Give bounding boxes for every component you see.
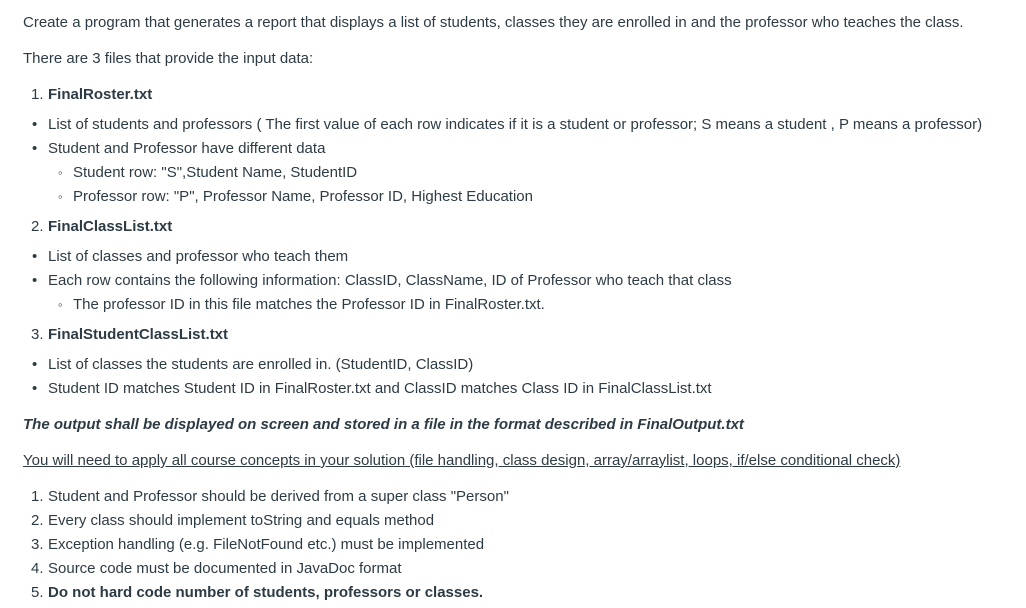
requirement-text: Student and Professor should be derived from a super class "Person" — [48, 488, 509, 505]
concepts-note: You will need to apply all course concepts in your solution (file handling, class design, array/arraylist, loops, if/else conditional check) — [23, 452, 901, 469]
requirement-text: Source code must be documented in JavaDoc format — [48, 560, 402, 577]
sub-bullet-icon: ◦ — [58, 189, 63, 204]
bullet-text: List of students and professors ( The first value of each row indicates if it is a student or professor; S means a student , P means a professor) — [48, 116, 983, 133]
file2-number: 2. — [31, 218, 44, 235]
sub-bullet-text: The professor ID in this file matches the Professor ID in FinalRoster.txt. — [73, 296, 545, 313]
intro-paragraph: Create a program that generates a report that displays a list of students, classes they are enrolled in and the professor who teaches the class. — [23, 14, 964, 31]
file1-number: 1. — [31, 86, 44, 103]
file1-name: FinalRoster.txt — [48, 86, 153, 103]
requirement-number: 3. — [31, 536, 44, 553]
requirement-text: Every class should implement toString and equals method — [48, 512, 435, 529]
file3-name: FinalStudentClassList.txt — [48, 326, 229, 343]
bullet-text: Each row contains the following information: ClassID, ClassName, ID of Professor who teach that class — [48, 272, 732, 289]
bullet-text: Student and Professor have different data — [48, 140, 326, 157]
files-intro-paragraph: There are 3 files that provide the input data: — [23, 50, 314, 67]
bullet-icon: • — [32, 272, 38, 289]
bullet-icon: • — [32, 248, 38, 265]
sub-bullet-text: Student row: "S",Student Name, StudentID — [73, 164, 358, 181]
requirement-text: Do not hard code number of students, professors or classes. — [48, 584, 484, 601]
requirement-text: Exception handling (e.g. FileNotFound etc.) must be implemented — [48, 536, 485, 553]
output-note: The output shall be displayed on screen and stored in a file in the format described in FinalOutput.txt — [23, 416, 744, 433]
bullet-text: List of classes the students are enrolled in. (StudentID, ClassID) — [48, 356, 474, 373]
bullet-icon: • — [32, 356, 38, 373]
file2-name: FinalClassList.txt — [48, 218, 173, 235]
sub-bullet-icon: ◦ — [58, 297, 63, 312]
bullet-icon: • — [32, 140, 38, 157]
sub-bullet-icon: ◦ — [58, 165, 63, 180]
requirement-number: 5. — [31, 584, 44, 601]
bullet-icon: • — [32, 380, 38, 397]
bullet-icon: • — [32, 116, 38, 133]
bullet-text: Student ID matches Student ID in FinalRoster.txt and ClassID matches Class ID in FinalClassList.txt — [48, 380, 712, 397]
requirement-number: 1. — [31, 488, 44, 505]
sub-bullet-text: Professor row: "P", Professor Name, Professor ID, Highest Education — [73, 188, 533, 205]
bullet-text: List of classes and professor who teach them — [48, 248, 349, 265]
file3-number: 3. — [31, 326, 44, 343]
requirement-number: 2. — [31, 512, 44, 529]
requirement-number: 4. — [31, 560, 44, 577]
